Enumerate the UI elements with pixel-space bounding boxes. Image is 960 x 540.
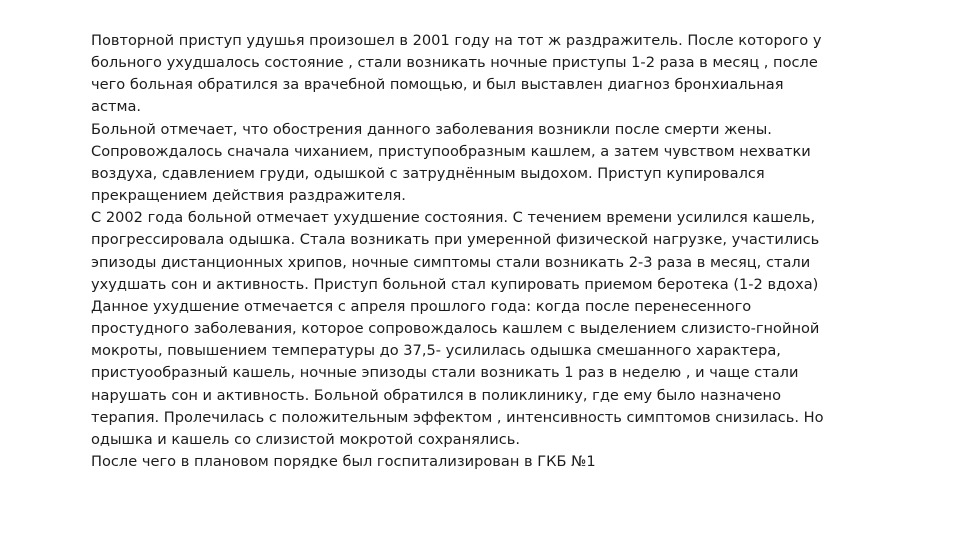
text-line-15: мокроты, повышением температуры до 37,5- усилилась одышка смешанного характера, xyxy=(91,342,781,360)
text-line-6: Сопровождалось сначала чиханием, приступообразным кашлем, а затем чувством нехватки xyxy=(91,142,811,160)
text-line-13: Данное ухудшение отмечается с апреля прошлого года: когда после перенесенного xyxy=(91,297,752,315)
text-line-4: астма. xyxy=(91,98,142,116)
text-line-10: прогрессировала одышка. Стала возникать при умеренной физической нагрузке, участились xyxy=(91,231,820,249)
text-line-18: терапия. Пролечилась с положительным эффектом , интенсивность симптомов снизилась. Но xyxy=(91,408,824,426)
text-line-11: эпизоды дистанционных хрипов, ночные симптомы стали возникать 2-3 раза в месяц, стали xyxy=(91,253,811,271)
anamnesis-text xyxy=(91,30,826,473)
text-line-12: ухудшать сон и активность. Приступ больной стал купировать приемом беротека (1-2 вдоха) xyxy=(91,275,819,293)
text-line-3: чего больная обратился за врачебной помощью, и был выставлен диагноз бронхиальная xyxy=(91,76,784,94)
text-line-17: нарушать сон и активность. Больной обратился в поликлинику, где ему было назначено xyxy=(91,386,782,404)
text-line-9: С 2002 года больной отмечает ухудшение состояния. С течением времени усилился кашель, xyxy=(91,209,816,227)
text-line-7: воздуха, сдавлением груди, одышкой с затруднённым выдохом. Приступ купировался xyxy=(91,164,765,182)
text-line-1: Повторной приступ удушья произошел в 2001 году на тот ж раздражитель. После которого у xyxy=(91,32,822,49)
text-line-19: одышка и кашель со слизистой мокротой сохранялись. xyxy=(91,430,521,448)
text-line-14: простудного заболевания, которое сопровождалось кашлем с выделением слизисто-гнойной xyxy=(91,320,820,338)
text-line-5: Больной отмечает, что обострения данного заболевания возникли после смерти жены. xyxy=(91,120,772,138)
text-line-20: После чего в плановом порядке был госпитализирован в ГКБ №1 xyxy=(91,452,596,470)
text-line-8: прекращением действия раздражителя. xyxy=(91,187,406,205)
text-line-16: пристуообразный кашель, ночные эпизоды стали возникать 1 раз в неделю , и чаще стали xyxy=(91,364,799,382)
text-line-2: больного ухудшалось состояние , стали возникать ночные приступы 1-2 раза в месяц , после xyxy=(91,54,818,72)
